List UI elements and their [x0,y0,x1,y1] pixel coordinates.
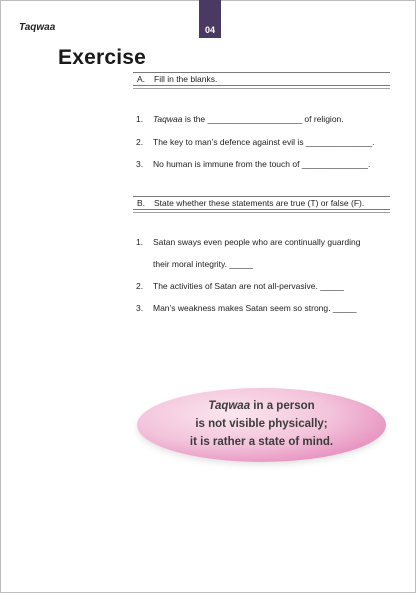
section-b-header [133,196,390,210]
question-number: 3. [136,159,144,169]
callout-text [137,397,386,451]
statement-text: Satan sways even people who are continually guarding [153,237,361,247]
question-text: No human is immune from the touch of ______________. [153,159,371,169]
callout-line-1-rest: in a person [250,400,315,412]
statement-number: 2. [136,281,144,291]
question-text: The key to man’s defence against evil is ______________. [153,137,375,147]
question-emphasis: Taqwaa [153,114,183,124]
section-a-instruction: Fill in the blanks. [154,74,218,84]
section-b-letter: B. [137,198,146,208]
question-number: 1. [136,114,144,124]
statement-number: 1. [136,237,144,247]
page-number-tab [199,0,221,38]
page-number: 04 [204,25,215,35]
question-text: is the ____________________ of religion. [182,114,344,124]
callout-emphasis: Taqwaa [208,400,251,412]
section-b-instruction: State whether these statements are true (T) or false (F). [154,198,365,208]
section-b-statement-1-line-2: their moral integrity. _____ [153,259,254,269]
running-header-title: Taqwaa [19,22,56,33]
section-a-letter: A. [137,74,146,84]
callout-line-2: is not visible physically; [195,418,328,430]
callout-line-1 [137,397,386,415]
statement-number: 3. [136,303,144,313]
exercise-title: Exercise [58,46,147,69]
question-number: 2. [136,137,144,147]
callout-line-3: it is rather a state of mind. [189,436,334,448]
statement-text: The activities of Satan are not all-pervasive. _____ [153,281,344,291]
section-a-header [133,72,390,86]
statement-text: Man’s weakness makes Satan seem so strong. _____ [153,303,357,313]
